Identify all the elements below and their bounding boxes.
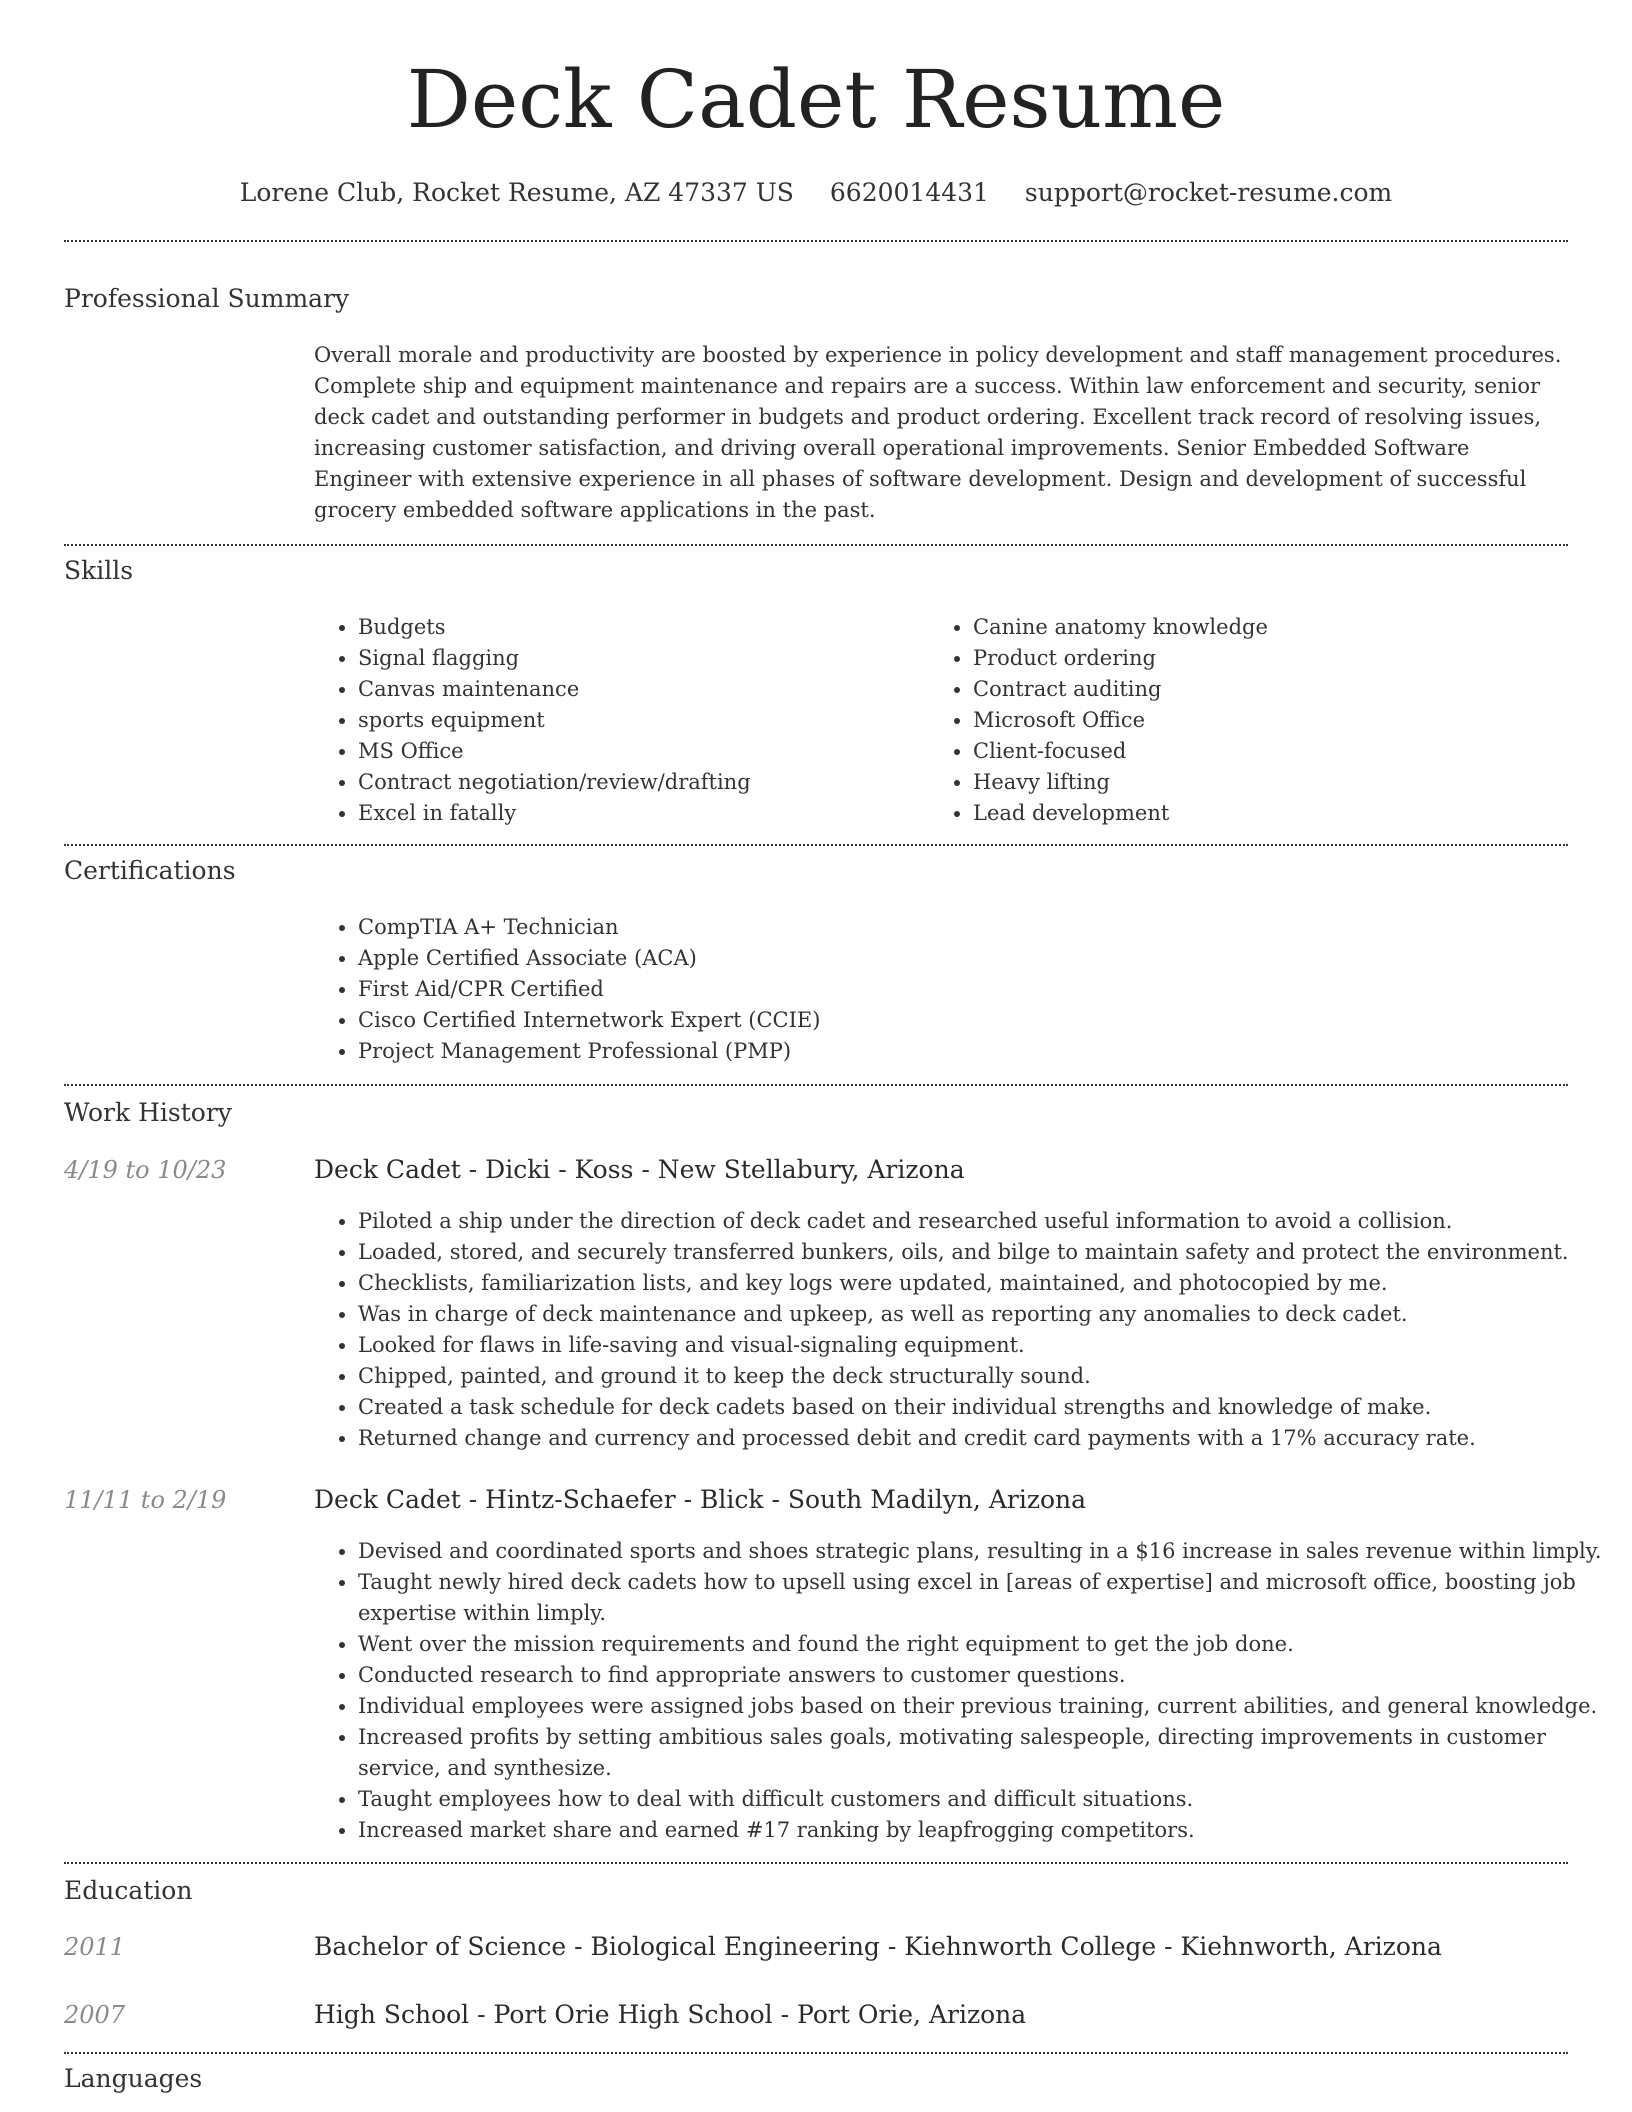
divider bbox=[64, 1084, 1568, 1086]
education-year: 2011 bbox=[64, 1933, 126, 1961]
list-item: • Individual employees were assigned jobs based on their previous training, current abilities, and general knowledge. bbox=[358, 1691, 1612, 1722]
list-item: • MS Office bbox=[358, 736, 918, 767]
divider bbox=[64, 2052, 1568, 2054]
list-item: • Piloted a ship under the direction of deck cadet and researched useful information to avoid a collision. bbox=[358, 1206, 1612, 1237]
list-item: • Returned change and currency and processed debit and credit card payments with a 17% accuracy rate. bbox=[358, 1423, 1612, 1454]
job-dates: 4/19 to 10/23 bbox=[64, 1156, 227, 1184]
list-item: • Chipped, painted, and ground it to keep the deck structurally sound. bbox=[358, 1361, 1612, 1392]
list-item: • Canvas maintenance bbox=[358, 674, 918, 705]
email: support@rocket-resume.com bbox=[1024, 178, 1393, 207]
list-item: • Conducted research to find appropriate answers to customer questions. bbox=[358, 1660, 1612, 1691]
list-item: • Devised and coordinated sports and shoes strategic plans, resulting in a $16 increase in sales revenue within limply. bbox=[358, 1536, 1612, 1567]
job-dates: 11/11 to 2/19 bbox=[64, 1486, 227, 1514]
list-item: • Excel in fatally bbox=[358, 798, 918, 829]
list-item: • Taught newly hired deck cadets how to upsell using excel in [areas of expertise] and microsoft office, boosting job expertise within limply. bbox=[358, 1567, 1612, 1629]
list-item: • Lead development bbox=[973, 798, 1573, 829]
list-item: • Loaded, stored, and securely transferred bunkers, oils, and bilge to maintain safety and protect the environment. bbox=[358, 1237, 1612, 1268]
section-title-certifications: Certifications bbox=[64, 856, 236, 885]
list-item: • Microsoft Office bbox=[973, 705, 1573, 736]
list-item: • Increased profits by setting ambitious sales goals, motivating salespeople, directing improvements in customer service, and synthesize. bbox=[358, 1722, 1612, 1784]
list-item: • Was in charge of deck maintenance and upkeep, as well as reporting any anomalies to deck cadet. bbox=[358, 1299, 1612, 1330]
list-item: • Project Management Professional (PMP) bbox=[358, 1036, 1558, 1067]
divider bbox=[64, 240, 1568, 242]
list-item: • Canine anatomy knowledge bbox=[973, 612, 1573, 643]
list-item: • Taught employees how to deal with difficult customers and difficult situations. bbox=[358, 1784, 1612, 1815]
page-title: Deck Cadet Resume bbox=[406, 53, 1226, 146]
education-degree: Bachelor of Science - Biological Engineering - Kiehnworth College - Kiehnworth, Arizona bbox=[314, 1932, 1442, 1961]
education-year: 2007 bbox=[64, 2001, 126, 2029]
list-item: • Contract negotiation/review/drafting bbox=[358, 767, 918, 798]
section-title-work-history: Work History bbox=[64, 1098, 232, 1127]
list-item: • Checklists, familiarization lists, and key logs were updated, maintained, and photocopied by me. bbox=[358, 1268, 1612, 1299]
divider bbox=[64, 844, 1568, 846]
list-item: • Heavy lifting bbox=[973, 767, 1573, 798]
resume-header bbox=[0, 0, 1632, 207]
list-item: • First Aid/CPR Certified bbox=[358, 974, 1558, 1005]
divider bbox=[64, 544, 1568, 546]
job-title: Deck Cadet - Hintz-Schaefer - Blick - South Madilyn, Arizona bbox=[314, 1485, 1087, 1514]
job-bullets bbox=[314, 1206, 1612, 1454]
list-item: • sports equipment bbox=[358, 705, 918, 736]
job-title: Deck Cadet - Dicki - Koss - New Stellabury, Arizona bbox=[314, 1155, 965, 1184]
list-item: • Went over the mission requirements and found the right equipment to get the job done. bbox=[358, 1629, 1612, 1660]
address: Lorene Club, Rocket Resume, AZ 47337 US bbox=[239, 178, 794, 207]
list-item: • Contract auditing bbox=[973, 674, 1573, 705]
education-degree: High School - Port Orie High School - Port Orie, Arizona bbox=[314, 2000, 1027, 2029]
job-bullets bbox=[314, 1536, 1612, 1846]
section-title-languages: Languages bbox=[64, 2064, 203, 2093]
skills-list-right bbox=[929, 612, 1573, 829]
contact-line bbox=[0, 178, 1632, 207]
list-item: • Product ordering bbox=[973, 643, 1573, 674]
phone: 6620014431 bbox=[829, 178, 989, 207]
section-title-summary: Professional Summary bbox=[64, 284, 350, 313]
list-item: • Created a task schedule for deck cadets based on their individual strengths and knowledge of make. bbox=[358, 1392, 1612, 1423]
skills-list-left bbox=[314, 612, 918, 829]
list-item: • Apple Certified Associate (ACA) bbox=[358, 943, 1558, 974]
divider bbox=[64, 1862, 1568, 1864]
certifications-list bbox=[314, 912, 1558, 1067]
list-item: • Client-focused bbox=[973, 736, 1573, 767]
list-item: • CompTIA A+ Technician bbox=[358, 912, 1558, 943]
list-item: • Increased market share and earned #17 ranking by leapfrogging competitors. bbox=[358, 1815, 1612, 1846]
section-title-education: Education bbox=[64, 1876, 193, 1905]
list-item: • Signal flagging bbox=[358, 643, 918, 674]
summary-text: Overall morale and productivity are boosted by experience in policy development and staff management procedures. Complete ship and equipment maintenance and repairs are a success. Within law enforcement and security, senior deck cadet and outstanding performer in budgets and product ordering. Excellent track record of resolving issues, increasing customer satisfaction, and driving overall operational improvements. Senior Embedded Software Engineer with extensive experience in all phases of software development. Design and development of successful grocery embedded software applications in the past. bbox=[314, 343, 1562, 522]
list-item: • Cisco Certified Internetwork Expert (CCIE) bbox=[358, 1005, 1558, 1036]
section-title-skills: Skills bbox=[64, 556, 134, 585]
list-item: • Budgets bbox=[358, 612, 918, 643]
list-item: • Looked for flaws in life-saving and visual-signaling equipment. bbox=[358, 1330, 1612, 1361]
